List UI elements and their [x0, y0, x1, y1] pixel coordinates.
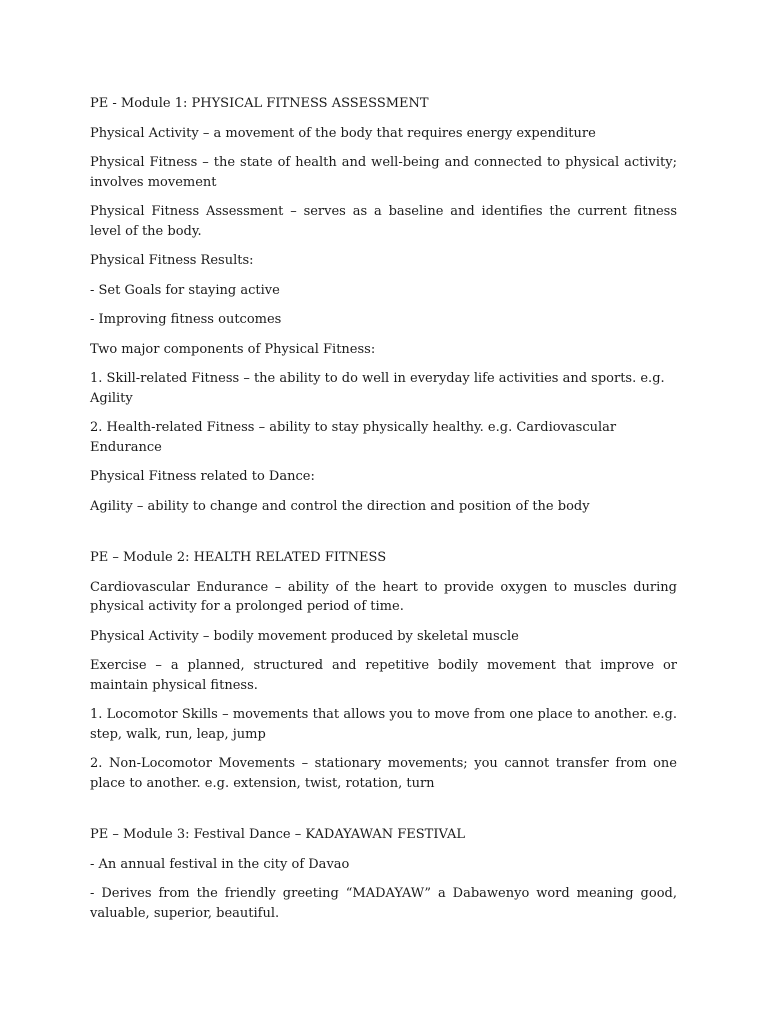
module2-heading: PE – Module 2: HEALTH RELATED FITNESS — [90, 550, 387, 565]
document-body — [90, 94, 677, 933]
module1-component-item: 1. Skill-related Fitness – the ability to do well in everyday life activities and sports. e.g. Agility — [90, 371, 665, 406]
module2-exercise: Exercise – a planned, structured and repetitive bodily movement that improve or maintain physical fitness. — [90, 658, 677, 693]
module1-physical-fitness: Physical Fitness – the state of health and well-being and connected to physical activity; involves movement — [90, 155, 677, 190]
module2-non-locomotor: 2. Non-Locomotor Movements – stationary movements; you cannot transfer from one place to another. e.g. extension, twist, rotation, turn — [90, 756, 677, 791]
module1-result-item: - Set Goals for staying active — [90, 282, 280, 298]
module3-item: - Derives from the friendly greeting “MADAYAW” a Dabawenyo word meaning good, valuable, superior, beautiful. — [90, 886, 677, 921]
module3-heading: PE – Module 3: Festival Dance – KADAYAWAN FESTIVAL — [90, 827, 465, 842]
module1-agility: Agility – ability to change and control the direction and position of the body — [90, 498, 590, 514]
module2-physical-activity: Physical Activity – bodily movement produced by skeletal muscle — [90, 628, 519, 644]
module1-heading: PE - Module 1: PHYSICAL FITNESS ASSESSMENT — [90, 96, 429, 111]
module2-locomotor: 1. Locomotor Skills – movements that allows you to move from one place to another. e.g. step, walk, run, leap, jump — [90, 707, 677, 742]
module3-item: - An annual festival in the city of Davao — [90, 856, 350, 872]
module1-result-item: - Improving fitness outcomes — [90, 312, 282, 327]
module1-dance-heading: Physical Fitness related to Dance: — [90, 469, 315, 484]
module1-assessment: Physical Fitness Assessment – serves as a baseline and identifies the current fitness level of the body. — [90, 204, 677, 239]
module2-cardio: Cardiovascular Endurance – ability of the heart to provide oxygen to muscles during physical activity for a prolonged period of time. — [90, 579, 677, 614]
module1-components-heading: Two major components of Physical Fitness: — [90, 341, 376, 357]
module1-component-item: 2. Health-related Fitness – ability to stay physically healthy. e.g. Cardiovascular Endurance — [90, 420, 617, 455]
module1-results-heading: Physical Fitness Results: — [90, 253, 254, 268]
module1-physical-activity: Physical Activity – a movement of the body that requires energy expenditure — [90, 125, 596, 141]
